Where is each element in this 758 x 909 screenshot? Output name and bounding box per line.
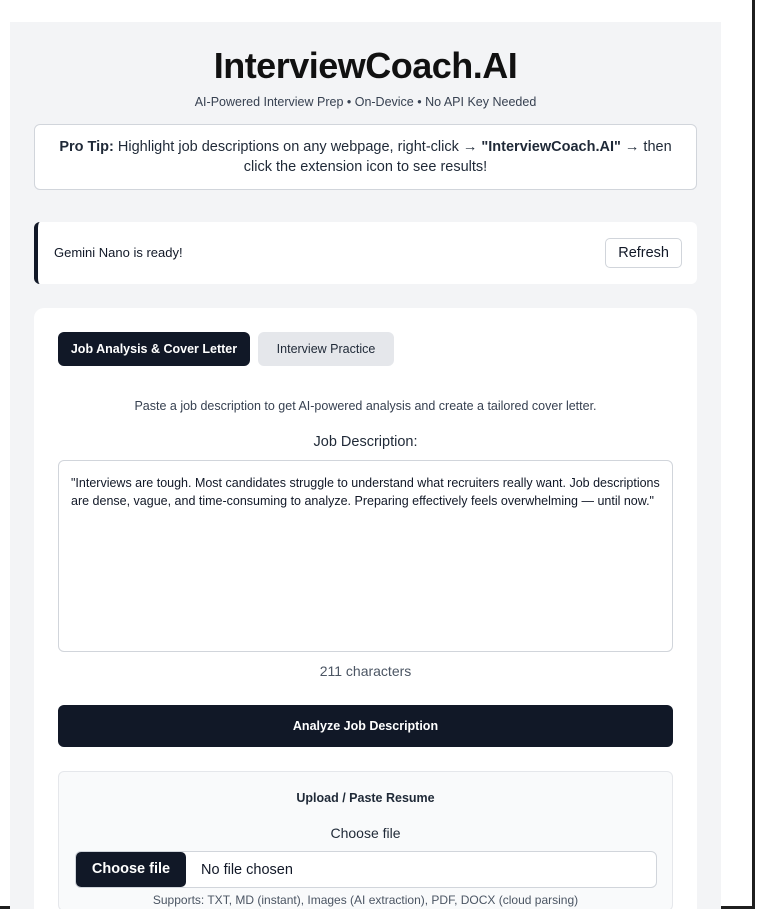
pro-tip-box xyxy=(34,124,697,190)
choose-file-button[interactable]: Choose file xyxy=(76,852,186,887)
file-status: No file chosen xyxy=(201,862,293,878)
tab-job-analysis[interactable]: Job Analysis & Cover Letter xyxy=(58,332,250,366)
resume-upload-section xyxy=(58,771,673,909)
pro-tip-text-before: Highlight job descriptions on any webpage, right-click → xyxy=(113,139,482,155)
status-banner xyxy=(34,222,697,284)
app-subtitle: AI-Powered Interview Prep • On-Device • No API Key Needed xyxy=(194,95,537,109)
resume-section-title: Upload / Paste Resume xyxy=(296,791,435,805)
pro-tip-menu-name: "InterviewCoach.AI" xyxy=(481,139,621,155)
app-title: InterviewCoach.AI xyxy=(213,45,518,86)
status-message: Gemini Nano is ready! xyxy=(54,245,183,260)
supported-formats: Supports: TXT, MD (instant), Images (AI extraction), PDF, DOCX (cloud parsing) xyxy=(152,893,579,907)
character-count: 211 characters xyxy=(319,663,412,679)
main-card xyxy=(34,308,697,909)
tab-interview-practice[interactable]: Interview Practice xyxy=(258,332,394,366)
job-description-textarea[interactable]: "Interviews are tough. Most candidates struggle to understand what recruiters really want. Job descriptions are dense, vague, and time-consuming to analyze. Preparing effectively feels overwhelming — until now." xyxy=(58,460,673,652)
resume-file-input[interactable] xyxy=(75,851,657,888)
window-right-edge xyxy=(752,0,755,909)
section-description: Paste a job description to get AI-powered analysis and create a tailored cover letter. xyxy=(134,399,597,413)
refresh-button[interactable]: Refresh xyxy=(605,238,682,268)
analyze-button[interactable]: Analyze Job Description xyxy=(58,705,673,747)
choose-file-label: Choose file xyxy=(330,825,401,841)
pro-tip-label: Pro Tip: xyxy=(59,139,114,155)
pro-tip-text-after: → then click the extension icon to see results! xyxy=(243,139,672,175)
job-description-label: Job Description: xyxy=(313,434,418,450)
